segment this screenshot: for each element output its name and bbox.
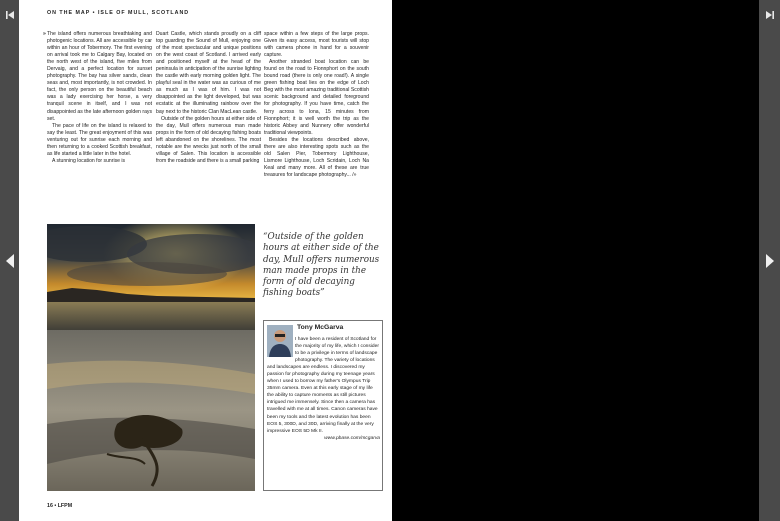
paragraph: space within a few steps of the large props. Given its easy access, most tourists will stop with camera phone in hand for a souvenir capture. bbox=[264, 31, 369, 59]
author-bio-text bbox=[267, 336, 380, 442]
pull-quote: “Outside of the golden hours at either side of the day, Mull offers numerous man made props in the form of old decaying fishing boats” bbox=[263, 232, 380, 299]
landscape-photo bbox=[47, 224, 255, 491]
right-nav-bar bbox=[759, 0, 780, 521]
first-page-icon bbox=[5, 10, 15, 20]
next-page-icon bbox=[765, 254, 775, 268]
author-website: www.pbase.com/mcgarva bbox=[324, 435, 380, 441]
author-bio-box bbox=[263, 320, 383, 491]
first-page-button[interactable] bbox=[2, 7, 17, 22]
running-head: ON THE MAP • ISLE OF MULL, SCOTLAND bbox=[47, 10, 190, 16]
paragraph-text: Besides the locations described above, there are also interesting spots such as the old Salen Pier, Tobermory Lighthouse, Lismore Lighthouse, Loch Scridain, Loch Na Keal and many more. All of these are true treasures for landscape photography... bbox=[264, 136, 369, 178]
prev-page-icon bbox=[5, 254, 15, 268]
end-mark: /» bbox=[352, 171, 357, 178]
paragraph: The pace of life on the island is relaxed to say the least. The great enjoyment of this was venturing out for sunrise each morning and then returning to a cooked Scottish breakfast, as life started a little later in the hotel. bbox=[47, 122, 152, 157]
article-column-1 bbox=[47, 31, 152, 165]
paragraph: Outside of the golden hours at either side of the day, Mull offers numerous man made props in the form of old decaying fishing boats left abandoned on the shorelines. The most notable are the wrecks just north of the small village of Salen. This location is accessible from the roadside and there is a small parking bbox=[156, 115, 261, 164]
article-column-2 bbox=[156, 31, 261, 165]
article-column-3 bbox=[264, 31, 369, 179]
paragraph: Another stranded boat location can be found on the road to Fionnphort on the south bound road (there is only one road!). A single green fishing boat lies on the edge of Loch Beg with the most amazing traditional Scottish scenic background and detailed foreground for photography. If you have time, catch the ferry across to Iona, 15 minutes from Fionnphort; it is well worth the trip as the historic Abbey and Nunnery offer wonderful traditional viewpoints. bbox=[264, 59, 369, 136]
bio-paragraph: I have been a resident of Scotland for the majority of my life, which I consider to be a privilege in terms of landscape photography. The variety of locations and landscapes are endless. I discovered my passion for photography during my teenage years when I used to borrow my father's Olympus Trip 35mm camera. Even at this early stage of my life the ability to capture moments as still pictures intrigued me immensely. Since then a camera has travelled with me at all times. Canon cameras have been my tools and the latest evolution has been EOS 5, 300D, and 30D, arriving finally at the very impressive EOS 5D Mk II. bbox=[267, 337, 379, 434]
paragraph: Duart Castle, which stands proudly on a cliff top guarding the Sound of Mull, enjoying one of the most spectacular and unique positions on the west coast of Scotland. I arrived early and positioned myself at the head of the peninsula in anticipation of the sunrise lighting the castle with early morning golden light. The playful seal in the water was as curious of me as much as I was of him. I was not disappointed as the light developed, but was ecstatic at the illuminating rainbow over the bay next to the historic Clan MacLean castle. bbox=[156, 31, 261, 115]
continuation-marker: » bbox=[43, 31, 46, 37]
paragraph: A stunning location for sunrise is bbox=[52, 157, 126, 164]
last-page-icon bbox=[765, 10, 775, 20]
left-nav-bar bbox=[0, 0, 19, 521]
prev-page-button[interactable] bbox=[1, 251, 18, 271]
magazine-page bbox=[19, 0, 392, 521]
blank-page-area bbox=[392, 0, 759, 521]
paragraph bbox=[264, 137, 369, 179]
author-name: Tony McGarva bbox=[297, 324, 344, 331]
next-page-button[interactable] bbox=[761, 251, 778, 271]
paragraph: The island offers numerous breathtaking and photogenic locations. All are accessible by car within an hour of Tobermory. The first evening on arrival took me to Calgary Bay, located on the north west of the island, five miles from Dervaig, and a perfect location for sunset photography. The bay has silver sands, clean seas and, most importantly, is not crowded. In fact, the only person on the beautiful beach was a lady exercising her horse, a very tranquil scene in itself, and I was not disappointed as the late afternoon golden rays set. bbox=[47, 31, 152, 122]
page-footer: 16 • LFPM bbox=[47, 503, 73, 509]
last-page-button[interactable] bbox=[762, 7, 777, 22]
